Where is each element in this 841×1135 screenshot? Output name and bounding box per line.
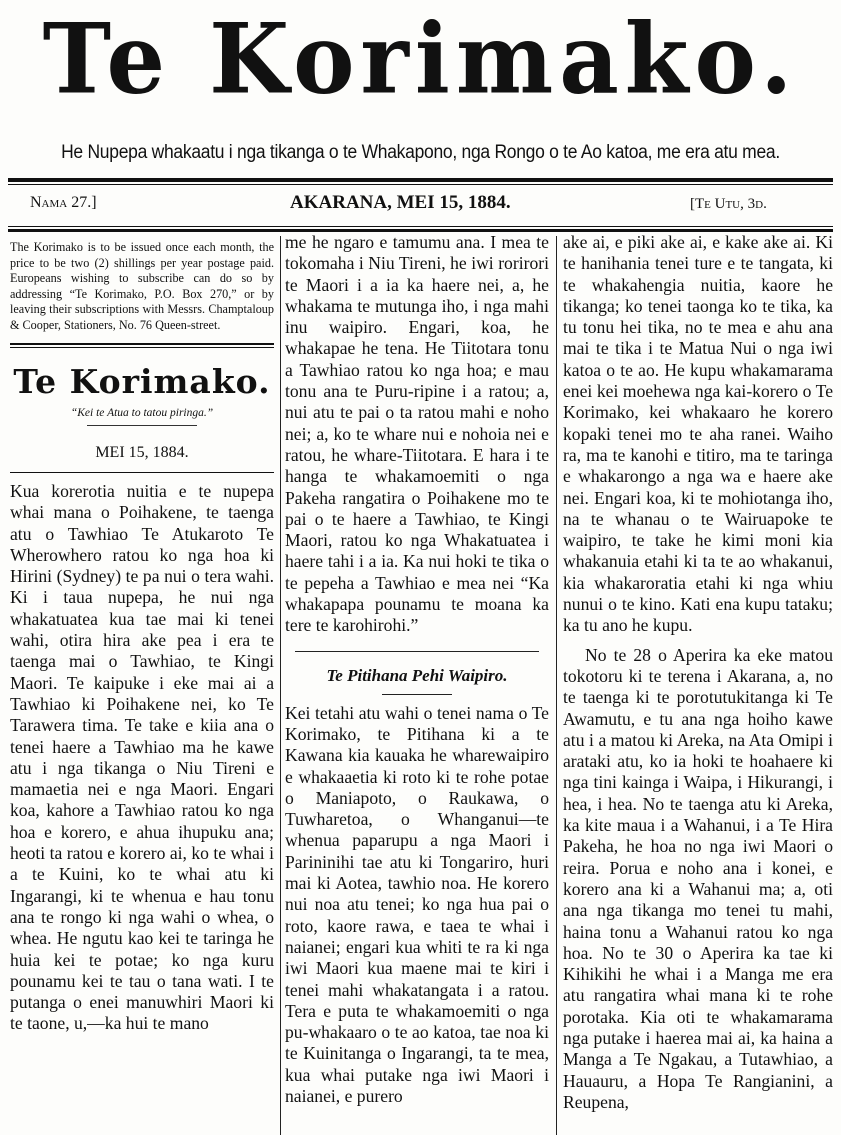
editorial-date: MEI 15, 1884. [95, 444, 189, 461]
section-rule [295, 651, 539, 652]
column-2 [285, 232, 549, 1135]
section-title: Te Pitihana Pehi Waipiro. [326, 665, 508, 685]
subscription-notice: The Korimako is to be issued once each month, the price to be two (2) shillings per year postage paid. Europeans wishing to subscribe can do so by addressing “Te Korimako, P.O. Box 270,” or by leaving their subscriptions with Messrs. Champtaloup & Cooper, Stationers, No. 76 Queen-street. [10, 240, 274, 332]
column-divider-1 [280, 236, 281, 1135]
section-title-rule [382, 694, 452, 695]
editorial-motto: “Kei te Atua to tatou piringa.” [70, 407, 214, 419]
column-divider-2 [556, 236, 557, 1135]
article-text-col3-a: ake ai, e piki ake ai, e kake ake ai. Ki te hanihania tenei ture e te tangata, ki te whakahengia nuitia, kaore he tikanga; ko tenei taonga ko te tika, ka tu tonu hei tika, no te mea e ahu ana mai te tika i te Matua Nui o nga iwi katoa o te ao. He kupu whakamarama enei kei moehewa nga kai-korero o Te Korimako, kei whakaaro he korero kopaki tenei mo te aha ranei. Waiho ra, ma te kanohi e titiro, ma te taringa e whakarongo a nga wa e haere ake nei. Engari koa, ki te mohiotanga iho, na te whanau o te Wairuapoke te waipiro, te take he kimi moni kia whakanuia etahi ki ta te ao whakanui, kia whakaroratia etahi ki nga whiu nunui o te kino. Kati ena kupu tataku; ka tu ano he kupu. [563, 232, 833, 636]
header-rule-top [8, 178, 833, 182]
editorial-title: Te Korimako. [13, 362, 271, 401]
column-3 [563, 232, 833, 1135]
notice-rule [10, 343, 274, 345]
article-text-col2-a: me he ngaro e tamumu ana. I mea te tokomaha i Niu Tireni, he iwi rorirori te Maori i a ia ka haere nei, a, he whakama te mutunga iho, i nga mahi inu waipiro. Engari, koa, he whakapae he tena. He Tiitotara tonu a Tawhiao ratou ko nga hoa; e mau tonu ana te Puru-ripine i a ratou; a, nui atu te pai o ta ratou mahi e noho nei; a, ko te whare nui e nohoia nei e ratou, he whare-Tiitotara. E hara i te hanga te whakamoemiti o nga Pakeha rangatira o Poihakene mo te pai o te haere a Tawhiao, te Kingi Maori, ratou ko nga Whakatuatea i haere tahi i a ia. Ka nui hoki te tika o te pepeha a Tawhiao e mea nei “Ka whakapapa pounamu te moana ka tere te karohirohi.” [285, 232, 549, 636]
issue-number: Nama 27.] [30, 194, 97, 211]
date-rule [10, 472, 274, 473]
notice-rule-thin [10, 347, 274, 348]
header-rule-top-thin [8, 184, 833, 185]
issue-row [0, 190, 841, 224]
article-text-col2-b: Kei tetahi atu wahi o tenei nama o Te Korimako, te Pitihana ki a te Kawana kia kauaka he wharewaipiro e whakaaetia ki roto ki te rohe potae o Maniapoto, o Raukawa, o Tuwharetoa, o Whanganui—te whenua paparupu a nga Maori i Parininihi tae atu ki Tongariro, huri mai ki Aotea, tawhio noa. He korero nui noa atu tenei; ko nga hua pai o roto, kaore rawa, e taea te whai i naianei; engari kua whiti te ra ki nga iwi Maori kua maene mai te kiri i tenei mahi whakatangata i a ratou. Tera e puta te whakamoemiti o nga pu-whakaaro o te ao katoa, tae noa ki te Kuinitanga o Ingarangi, ta te mea, kua whai putake nga iwi Maori i naianei, e purero [285, 702, 549, 1106]
article-text-col1: Kua korerotia nuitia e te nupepa whai mana o Poihakene, te taenga atu o Tawhiao Te Atukaroto Te Wherowhero ratou ko nga hoa ki Hirini (Sydney) te pa nui o tera wahi. Ki i taua nupepa, he nui nga whakatuatea kua tae mai ki tenei wahi, otira hira ake pea i era te taenga mai o Tawhiao, te Kingi Maori. Te kaipuke i eke mai ai a Tawhiao ki Poihakene nei, ko Te Tarawera tima. Te take e kiia ana o tenei haere a Tawhiao ma he kawe atu i nga tikanga o Niu Tireni e mamaetia nei e nga Maori. Engari koa, kahore a Tawhiao ratou ko nga hoa e korero, e ahua ihupuku ana; heoti ta ratou e korero ai, ko te whai i a te Kuini, ko te whai atu ki Ingarangi, ki te whenua e hau tonu ana te rongo ki nga wahi o whea, o whea. He ngutu kao kei te taringa he huia kei te potae; ko nga kuru pounamu kei te tau o tana wati. I te putanga o enei manuwhiri Maori ki te taone, u,—ka hui te mano [10, 481, 274, 1034]
article-text-col3-b: No te 28 o Aperira ka eke matou tokotoru ki te terena i Akarana, a, no te taenga ki te porotutukitanga ki Te Awamutu, e tu ana nga hoiho kawe atu i a matou ki Areka, na Ata Omipi i arataki atu, ko ia hoki te hoahaere ki nga tini kainga i Waipa, i Hikurangi, i hea, i hea. No te taenga atu ki Areka, ka kite maua i a Wahanui, i a Te Hira Pakeha, he hoa no nga iwi Maori o reira. Porua e noho ana i konei, e korero ana ki a Wahanui ma; a, oti ana nga tikanga mo tenei tu mahi, haina tonu a Wahanui ratou ko nga hoa. No te 30 o Aperira ka tae ki Kihikihi he whai i a Manga me era atu rangatira whai mana ki te rohe porotaka. Kia oti te whakamarama nga putake i haerea mai ai, ka haina a Manga a Te Ngakau, a Tutawhiao, a Hauauru, a Hopa Te Rangianini, a Reupena, [563, 644, 833, 1112]
masthead-title: Te Korimako. [42, 2, 799, 116]
masthead-subtitle: He Nupepa whakaatu i nga tikanga o te Whakapono, nga Rongo o te Ao katoa, me era atu mea. [61, 142, 780, 163]
header-rule-bottom [8, 226, 833, 227]
column-1 [10, 232, 274, 1135]
motto-rule [87, 425, 197, 426]
issue-date: AKARANA, MEI 15, 1884. [290, 192, 511, 213]
issue-price: [Te Utu, 3d. [690, 196, 767, 212]
